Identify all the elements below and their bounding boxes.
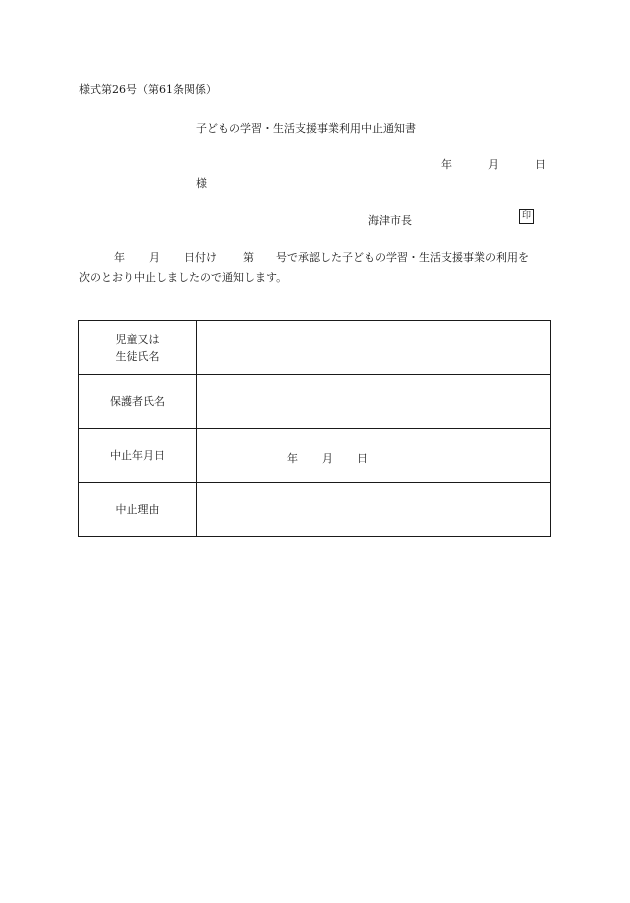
child-name-label — [79, 321, 197, 375]
issue-date-year: 年 — [441, 158, 452, 171]
stop-reason-field[interactable] — [197, 483, 551, 537]
guardian-name-field[interactable] — [197, 375, 551, 429]
body-year: 年 — [114, 251, 125, 264]
document-title: 子どもの学習・生活支援事業利用中止通知書 — [196, 122, 416, 135]
stop-date-label — [79, 429, 197, 483]
issue-date-line — [0, 156, 630, 170]
stop-date-label-text: 中止年月日 — [110, 449, 165, 462]
body-text-line-2: 次のとおり中止しましたので通知します。 — [79, 271, 288, 284]
guardian-name-label — [79, 375, 197, 429]
stop-date-day: 日 — [357, 452, 368, 465]
body-month: 月 — [149, 251, 160, 264]
table-row-stop-reason — [79, 483, 551, 537]
issue-date-day: 日 — [535, 158, 546, 171]
body-text-line-1 — [0, 249, 630, 263]
stop-date-field[interactable] — [197, 429, 551, 483]
seal-mark: 印 — [519, 209, 534, 224]
table-row-child-name — [79, 321, 551, 375]
info-table — [78, 320, 551, 537]
body-day-dated: 日付け — [184, 251, 217, 264]
body-dai: 第 — [243, 251, 254, 264]
recipient-honorific: 様 — [196, 177, 207, 190]
stop-reason-label — [79, 483, 197, 537]
child-name-field[interactable] — [197, 321, 551, 375]
stop-date-month: 月 — [322, 452, 333, 465]
issuer-name: 海津市長 — [368, 214, 412, 227]
stop-reason-label-text: 中止理由 — [115, 503, 160, 516]
body-rest: 号で承認した子どもの学習・生活支援事業の利用を — [276, 251, 529, 264]
form-number: 様式第26号（第61条関係） — [79, 83, 217, 96]
issue-date-month: 月 — [488, 158, 499, 171]
child-name-label-text: 児童又は 生徒氏名 — [115, 332, 160, 363]
table-row-stop-date — [79, 429, 551, 483]
table-row-guardian-name — [79, 375, 551, 429]
guardian-name-label-text: 保護者氏名 — [110, 395, 165, 408]
stop-date-year: 年 — [287, 452, 298, 465]
